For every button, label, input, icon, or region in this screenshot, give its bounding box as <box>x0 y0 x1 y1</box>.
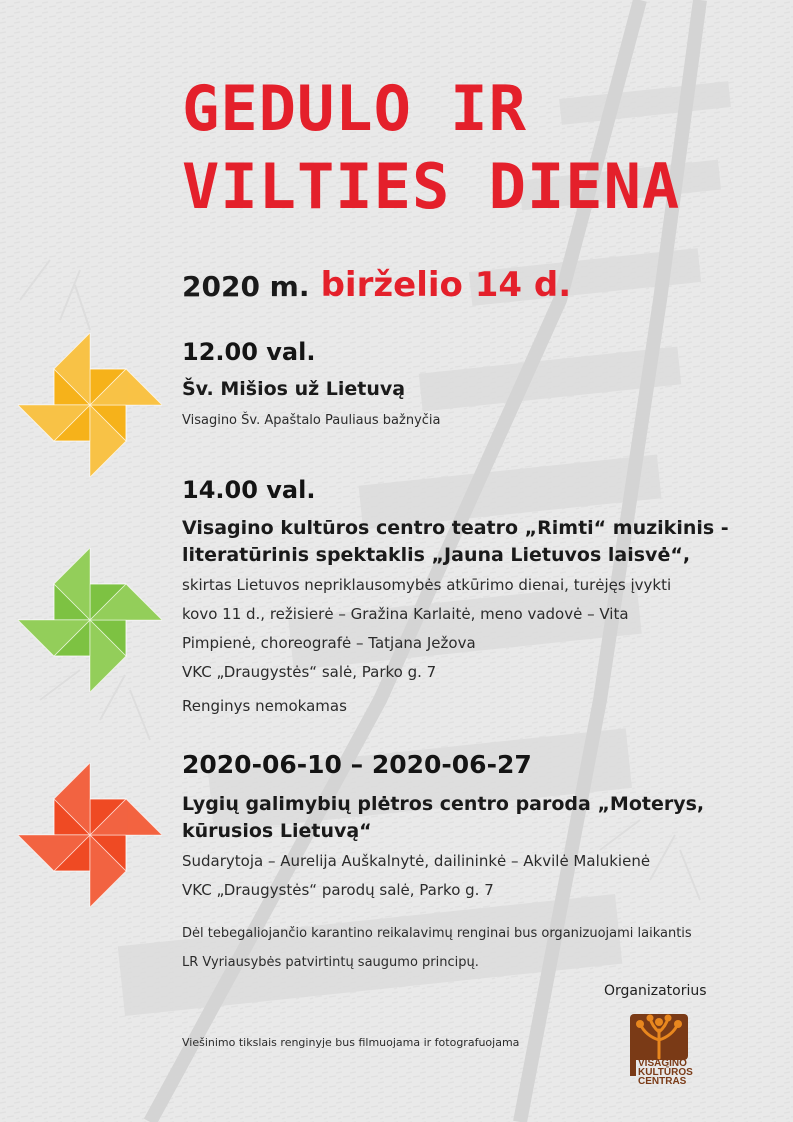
event-3-place: VKC „Draugystės“ parodų salė, Parko g. 7 <box>182 881 494 899</box>
event-1-name: Šv. Mišios už Lietuvą <box>182 378 406 400</box>
quarantine-notice <box>182 919 782 977</box>
event-2-place: VKC „Draugystės“ salė, Parko g. 7 <box>182 663 437 681</box>
visagino-kulturos-centras-logo <box>602 1010 712 1085</box>
organizer-label: Organizatorius <box>604 983 707 999</box>
event-1-time: 12.00 val. <box>182 338 316 366</box>
event-1-place: Visagino Šv. Apaštalo Pauliaus bažnyčia <box>182 413 441 428</box>
title-line-1: GEDULO IR <box>182 72 527 145</box>
logo-text-line-2: KULTŪROS <box>638 1067 693 1078</box>
quarantine-line-2: LR Vyriausybės patvirtintų saugumo principų. <box>182 955 479 970</box>
event-2-note: Renginys nemokamas <box>182 697 347 715</box>
event-3 <box>182 750 782 905</box>
red-pinwheel-icon <box>18 763 162 907</box>
page-title <box>182 70 782 226</box>
yellow-pinwheel-icon <box>18 333 162 477</box>
event-3-name-line-2: kūrusios Lietuvą“ <box>182 820 372 842</box>
event-2-desc-line-1: skirtas Lietuvos nepriklausomybės atkūrimo dienai, turėjęs įvykti <box>182 576 672 594</box>
publicity-note: Viešinimo tikslais renginyje bus filmuojama ir fotografuojama <box>182 1036 520 1049</box>
logo-text-line-3: CENTRAS <box>638 1076 687 1085</box>
event-date <box>182 265 571 305</box>
date-day: birželio 14 d. <box>320 265 572 305</box>
event-2-desc-line-3: Pimpienė, choreografė – Tatjana Ježova <box>182 634 476 652</box>
event-3-name-line-1: Lygių galimybių plėtros centro paroda „Moterys, <box>182 793 705 815</box>
event-2-name-line-1: Visagino kultūros centro teatro „Rimti“ muzikinis - <box>182 517 729 539</box>
event-2-desc-line-2: kovo 11 d., režisierė – Gražina Karlaitė, meno vadovė – Vita <box>182 605 629 623</box>
event-3-dates: 2020-06-10 – 2020-06-27 <box>182 750 532 779</box>
event-1 <box>182 338 772 435</box>
event-3-desc: Sudarytoja – Aurelija Auškalnytė, dailininkė – Akvilė Malukienė <box>182 852 651 870</box>
logo-text-line-1: VISAGINO <box>638 1058 687 1069</box>
event-2 <box>182 476 772 721</box>
event-2-time: 14.00 val. <box>182 476 316 504</box>
title-line-2: VILTIES DIENA <box>182 150 681 223</box>
green-pinwheel-icon <box>18 548 162 692</box>
date-year: 2020 m. <box>182 270 310 303</box>
quarantine-line-1: Dėl tebegaliojančio karantino reikalavimų renginai bus organizuojami laikantis <box>182 926 692 941</box>
event-2-name-line-2: literatūrinis spektaklis „Jauna Lietuvos laisvė“, <box>182 544 691 566</box>
